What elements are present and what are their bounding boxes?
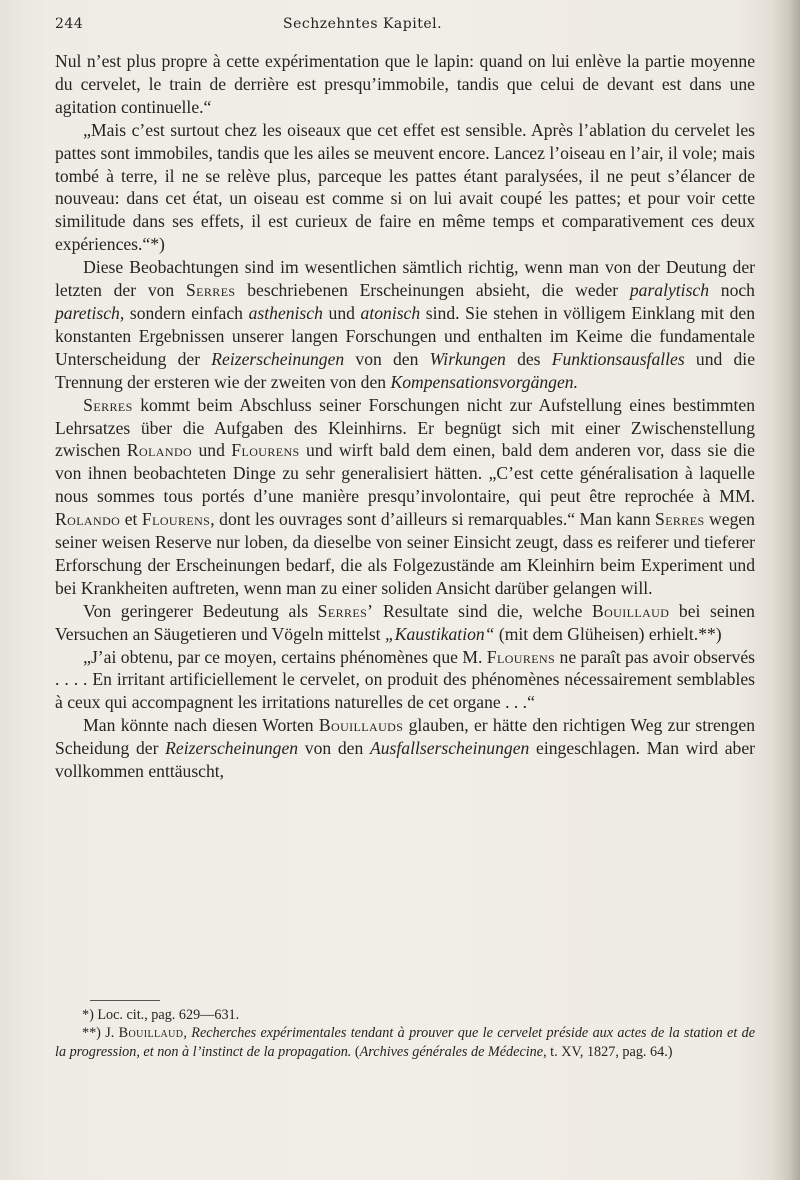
text-run: von den <box>298 738 370 759</box>
chapter-title: Sechzehntes Kapitel. <box>283 16 443 32</box>
text-run: Resultate sind die, welche <box>373 600 592 621</box>
text-run: des <box>505 348 552 369</box>
page-number: 244 <box>55 16 84 32</box>
text-run: , dont les ouvrages sont d’ailleurs si remarquables.“ Man kann <box>210 509 656 530</box>
text-run: , t. XV, 1827, pag. 64.) <box>543 1043 673 1060</box>
text-run: wegen seiner weisen Reserve nur loben, da dieselbe von seiner Einsicht zeugt, dass es reiferer und tieferer Erforschung der Erscheinungen bedarf, die als Folgezustände am Kleinhirn beim Experiment und bei Krankheiten auftreten, wenn man zu einer soliden Ansicht darüber gelangen will. <box>55 509 755 598</box>
name-serres: Serres <box>83 394 133 415</box>
term-wirkungen: Wirkungen <box>429 348 506 369</box>
footnote-divider <box>90 1000 160 1001</box>
paragraph-4 <box>55 394 755 600</box>
text-run: ( <box>351 1043 360 1060</box>
name-serres: Serres <box>185 280 236 301</box>
name-flourens: Flourens <box>141 509 211 530</box>
term-funktionsausfalles: Funktionsausfalles <box>551 348 685 369</box>
text-run: **) J. <box>81 1025 119 1042</box>
text-run: kommt beim Abschluss seiner Forschungen nicht zur Aufstellung eines bestimmten Lehrsatzes über die Aufgaben des Kleinhirns. Er begnügt sich mit einer Zwischenstellung zwischen <box>55 394 755 461</box>
term-ausfallserscheinungen: Ausfallserscheinungen <box>370 738 530 759</box>
term-paralytisch: paralytisch <box>629 280 710 301</box>
text-run: (mit dem Glüheisen) erhielt.**) <box>494 623 722 644</box>
text-run: noch <box>709 280 755 301</box>
paragraph-3 <box>55 256 755 393</box>
text-run: bei seinen Versuchen an Säugetieren und Vögeln mittelst <box>55 600 755 644</box>
name-bouillaud: Bouillaud <box>118 1025 184 1042</box>
paragraph-5 <box>55 600 755 646</box>
text-run: Man könnte nach diesen Worten <box>83 715 319 736</box>
name-bouillaud: Bouillaud <box>591 600 670 621</box>
text-run: , <box>183 1025 192 1042</box>
term-atonisch: atonisch <box>360 302 421 323</box>
text-run: von den <box>344 348 430 369</box>
footnotes <box>55 1006 755 1061</box>
name-serres: Serres’ <box>317 600 374 621</box>
term-kompensationsvorgaenge: Kompensationsvorgängen. <box>390 371 578 392</box>
text-run: und <box>322 302 361 323</box>
term-reizerscheinungen: Reizerscheinungen <box>211 348 345 369</box>
text-run: glauben, er hätte den richtigen Weg zur strengen Scheidung der <box>55 715 755 759</box>
footnote-2 <box>55 1024 755 1061</box>
text-run: beschriebenen Erscheinungen absieht, die weder <box>235 280 630 301</box>
paragraph-2: „Mais c’est surtout chez les oiseaux que cet effet est sensible. Après l’ablation du cervelet les pattes sont immobiles, tandis que les ailes se meuvent encore. Lancez l’oiseau en l’air, il vole; mais tombé à terre, il ne se relève plus, parceque les pattes étant paralysées, il ne peut s’élancer de nouveau: dans cet état, un oiseau est comme si on lui avait coupé les pattes; et pour voir cette similitude dans ses effets, il est curieux de faire en même temps et comparativement ces deux expériences.“*) <box>55 119 755 255</box>
term-reizerscheinungen: Reizerscheinungen <box>165 738 299 759</box>
text-run: eingeschlagen. Man wird aber vollkommen enttäuscht, <box>55 738 755 782</box>
cited-title: Recherches expérimentales tendant à prouver que le cervelet préside aux actes de la station et de la progression, et non à l’instinct de la propagation. <box>55 1025 756 1060</box>
text-run: und <box>192 440 232 461</box>
text-run: Diese Beobachtungen sind im wesentlichen sämtlich richtig, wenn man von der Deutung der letzten der von <box>55 257 755 301</box>
term-paretisch: paretisch, <box>55 302 125 323</box>
text-run: und die Trennung der ersteren wie der zweiten von den <box>55 348 755 392</box>
text-run: sondern einfach <box>124 302 249 323</box>
name-serres: Serres <box>655 509 705 530</box>
text-run: sind. Sie stehen in völligem Einklang mit den konstanten Ergebnissen unserer langen Forschungen und enthalten im Keime die fundamentale Unterscheidung der <box>55 302 755 369</box>
name-bouillauds: Bouillauds <box>318 715 404 736</box>
name-rolando: Rolando <box>126 440 193 461</box>
cited-journal: Archives générales de Médecine <box>359 1043 544 1060</box>
paragraph-1: Nul n’est plus propre à cette expérimentation que le lapin: quand on lui enlève la partie moyenne du cervelet, le train de derrière est presqu’immobile, tandis que celui de devant est dans une agitation continuelle.“ <box>55 51 755 117</box>
footnote-1: *) Loc. cit., pag. 629—631. <box>81 1007 240 1023</box>
paragraph-6 <box>55 646 755 715</box>
text-run: Von geringerer Bedeutung als <box>83 600 318 621</box>
body-text <box>55 50 755 783</box>
name-rolando: Rolando <box>55 509 121 530</box>
name-flourens: Flourens <box>231 440 300 461</box>
term-kaustikation: „Kaustikation“ <box>384 623 495 644</box>
name-flourens: Flourens <box>486 646 556 667</box>
text-run: und wirft bald dem einen, bald dem anderen vor, dass sie die von ihnen beobachteten Dinge zu sehr generalisiert hätten. „C’est cette généralisation à laquelle nous sommes tous portés d’une manière presqu’involontaire, qui peut être reprochée à MM. <box>55 440 755 507</box>
text-run: et <box>120 509 142 530</box>
text-run: ne paraît pas avoir observés . . . . En irritant artificiellement le cervelet, on produit des phénomènes nécessairement semblables à ceux qui accompagnent les irritations naturelles de cet organe . . .“ <box>55 646 755 713</box>
page-edge-shadow <box>772 0 800 1180</box>
text-run: „J’ai obtenu, par ce moyen, certains phénomènes que M. <box>83 646 487 667</box>
term-asthenisch: asthenisch <box>248 302 323 323</box>
paragraph-7 <box>55 714 755 783</box>
